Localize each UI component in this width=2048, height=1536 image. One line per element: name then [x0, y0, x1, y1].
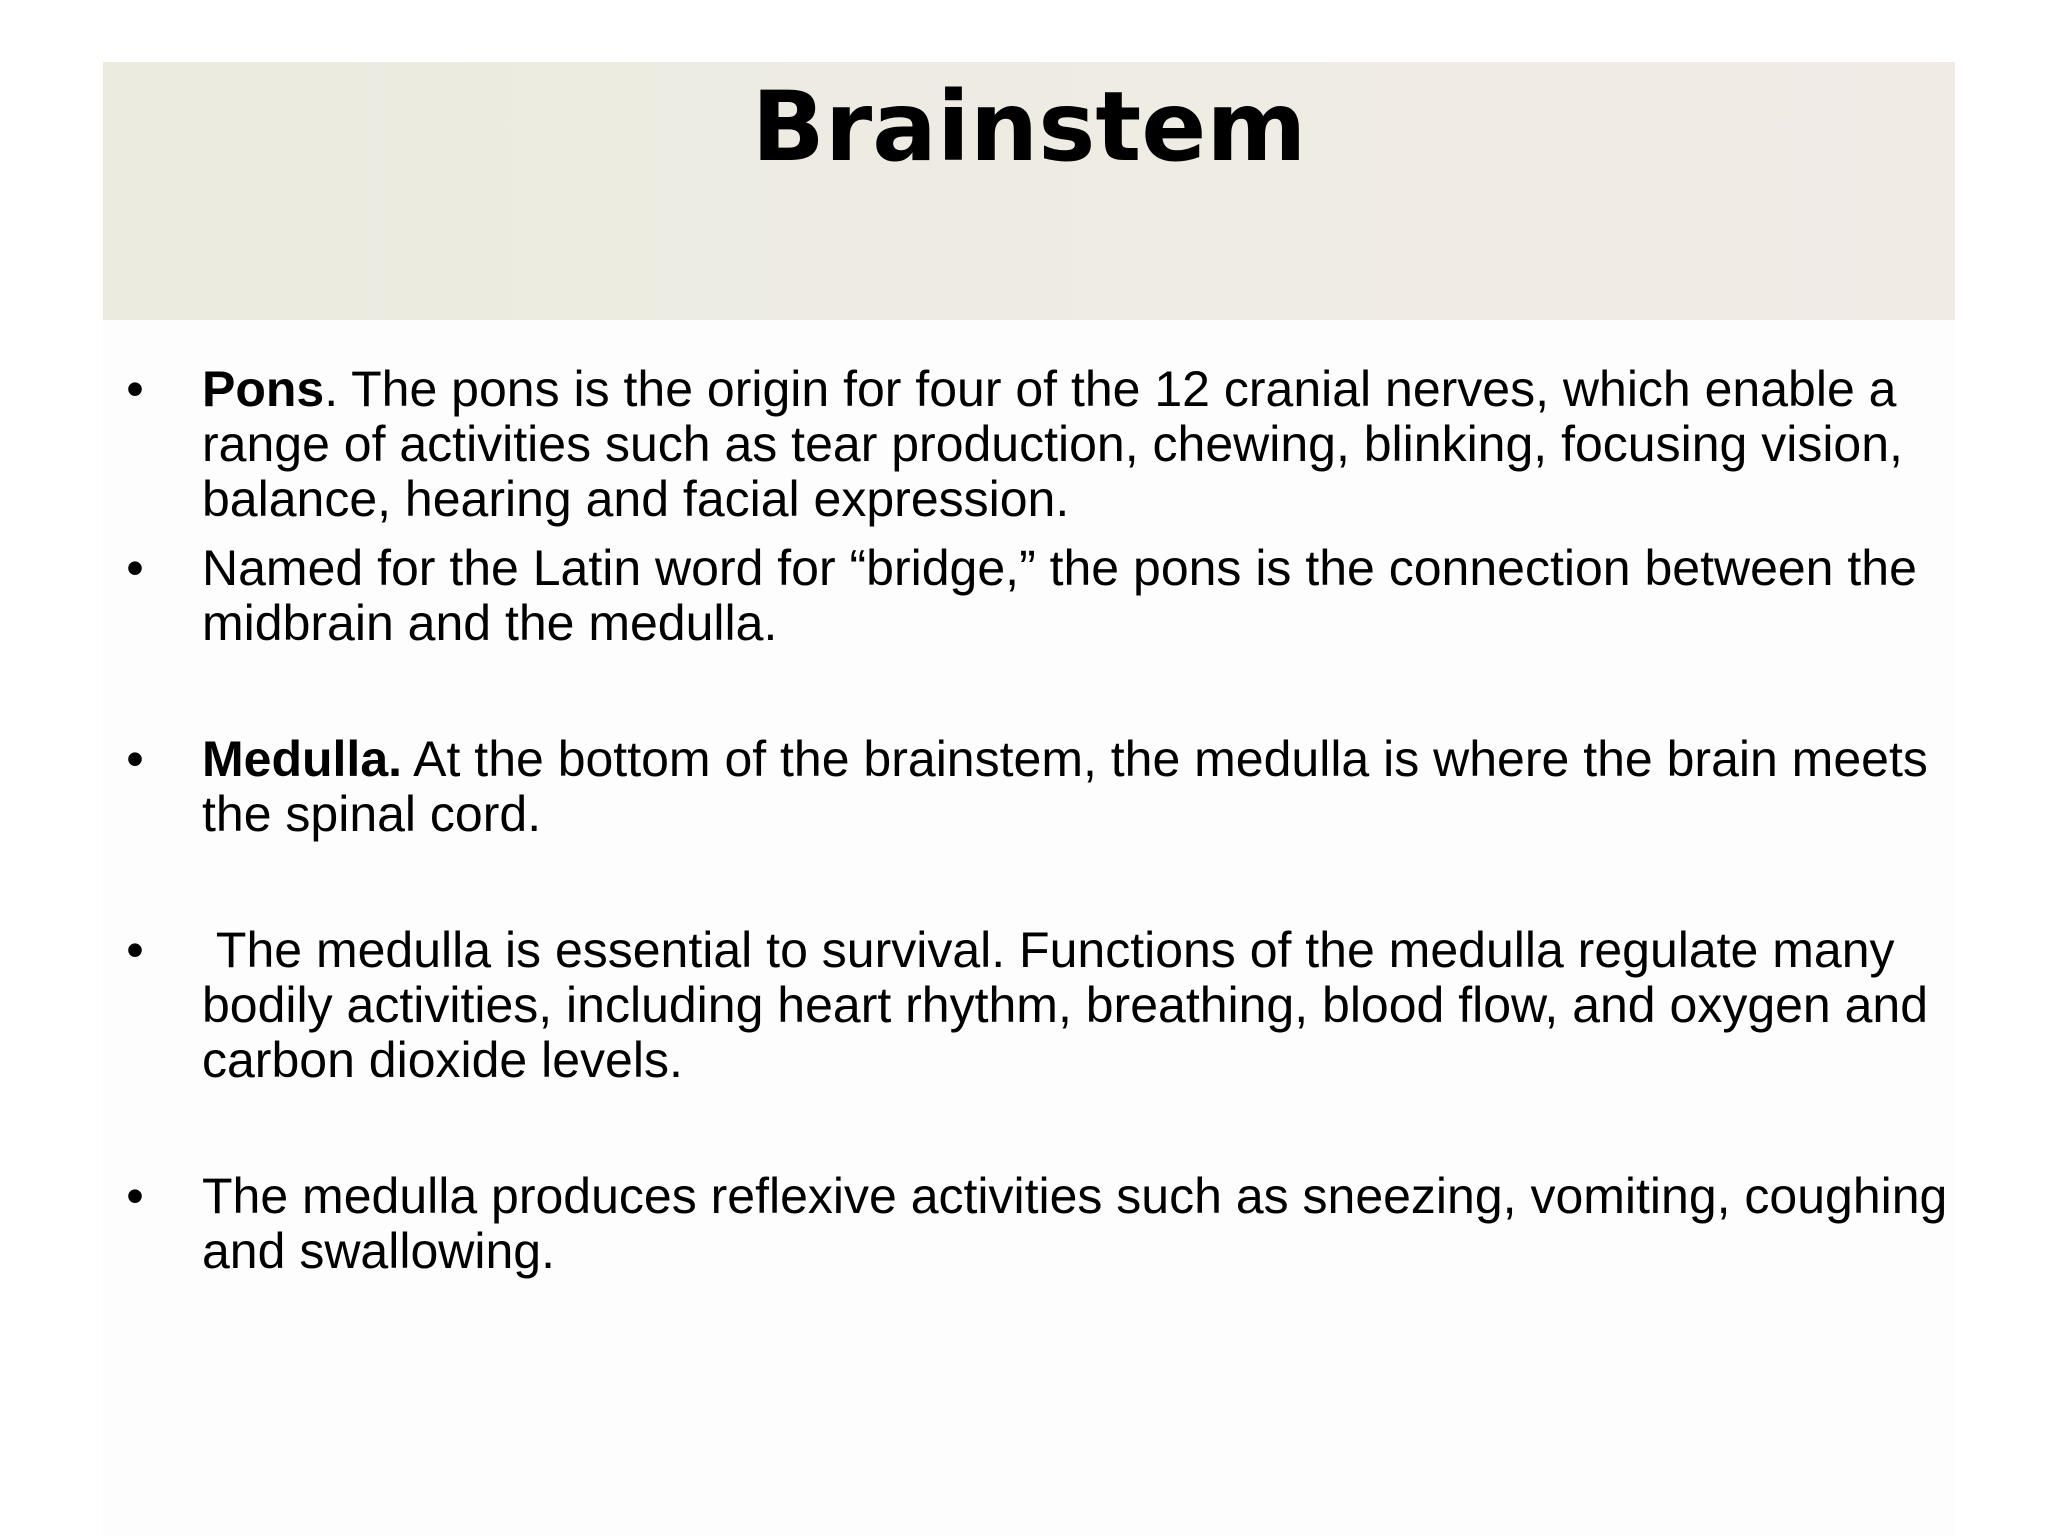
bullet-text: The medulla produces reflexive activities such as sneezing, vomiting, coughing and swallowing. — [202, 1168, 1948, 1279]
bullet-text: Named for the Latin word for “bridge,” the pons is the connection between the midbrain and the medulla. — [202, 540, 1917, 651]
spacer — [120, 651, 1955, 732]
bullet-text: At the bottom of the brainstem, the medulla is where the brain meets the spinal cord. — [202, 731, 1928, 842]
bullet-text: . The pons is the origin for four of the 12 cranial nerves, which enable a range of activities such as tear production, chewing, blinking, focusing vision, balance, hearing and facial expression. — [202, 361, 1903, 527]
bullet-icon: • — [126, 361, 144, 417]
bullet-item-bridge — [120, 541, 1955, 651]
spacer — [120, 527, 1955, 541]
bullet-item-medulla — [120, 732, 1955, 842]
bullet-list — [120, 362, 1955, 1279]
spacer — [120, 1088, 1955, 1169]
slide-title: Brainstem — [751, 71, 1307, 183]
bullet-lead-term: Medulla. — [202, 731, 403, 787]
bullet-icon: • — [126, 1168, 144, 1224]
bullet-item-pons — [120, 362, 1955, 527]
bullet-icon: • — [126, 540, 144, 596]
bullet-text: The medulla is essential to survival. Functions of the medulla regulate many bodily activities, including heart rhythm, breathing, blood flow, and oxygen and carbon dioxide levels. — [202, 922, 1942, 1088]
bullet-lead-term: Pons — [202, 361, 325, 417]
bullet-item-survival — [120, 923, 1955, 1088]
spacer — [120, 842, 1955, 923]
bullet-item-reflexes — [120, 1169, 1955, 1279]
bullet-icon: • — [126, 731, 144, 787]
bullet-icon: • — [126, 922, 144, 978]
